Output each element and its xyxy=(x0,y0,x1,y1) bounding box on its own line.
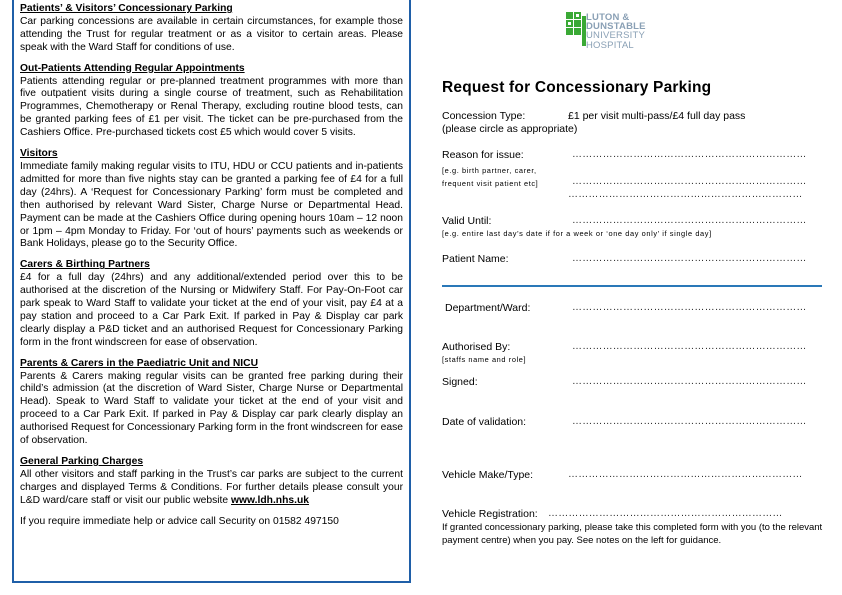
section-body: Immediate family making regular visits to ITU, HDU or CCU patients and in-patients admitted for more than five nights stay can be granted a parking fee of £4 for a full day (24hrs). A ‘Request for Concessionary Parking’ form must be completed and then authorised by relevant Ward Sister, Charge Nurse or Departmental Head. Payment can be made at the Cashiers Office during opening hours 10am – 12 noon or 1pm – 4pm Monday to Friday. For ‘out of hours’ payments such as weekends or Bank Holidays, please go to the Security Office. xyxy=(20,160,403,250)
section-paediatric xyxy=(20,358,403,448)
vehicle-registration-field[interactable]: …………………………………………………………… xyxy=(548,508,783,519)
patient-name-label: Patient Name: xyxy=(442,253,509,265)
signed-label: Signed: xyxy=(442,376,478,388)
valid-until-label: Valid Until: xyxy=(442,215,492,227)
reason-field-line2[interactable]: …………………………………………………………… xyxy=(572,176,807,187)
reason-field[interactable]: …………………………………………………………… xyxy=(572,149,807,160)
section-title: Out-Patients Attending Regular Appointments xyxy=(20,62,245,74)
section-concessionary-parking xyxy=(20,3,403,55)
logo-line: UNIVERSITY xyxy=(586,30,646,42)
hospital-name xyxy=(586,13,646,50)
information-panel xyxy=(12,0,411,583)
patient-name-field[interactable]: …………………………………………………………… xyxy=(572,253,807,264)
department-field[interactable]: …………………………………………………………… xyxy=(572,302,807,313)
reason-field-line3[interactable]: …………………………………………………………… xyxy=(568,189,803,200)
date-validation-field[interactable]: …………………………………………………………… xyxy=(572,416,807,427)
section-title: Patients’ & Visitors’ Concessionary Parking xyxy=(20,3,233,14)
section-carers xyxy=(20,259,403,349)
divider xyxy=(442,285,822,287)
section-body: Parents & Carers making regular visits can be granted free parking during their child’s admission (at the discretion of Ward Sister, Charge Nurse or Departmental Head). Speak to Ward Staff to validate your ticket at the end of your visit and proceed to a Car Park Exit. If parked in Pay & Display car park clearly display an authorised Request for Concessionary Parking form in the front windscreen for ease of observation. xyxy=(20,370,403,447)
form-title: Request for Concessionary Parking xyxy=(442,79,712,96)
section-general-charges xyxy=(20,456,403,508)
department-label: Department/Ward: xyxy=(445,302,531,314)
authorised-by-field[interactable]: …………………………………………………………… xyxy=(572,341,807,352)
section-visitors xyxy=(20,148,403,251)
logo-line: LUTON & xyxy=(586,12,630,23)
reason-hint: frequent visit patient etc] xyxy=(442,179,539,188)
valid-until-hint: [e.g. entire last day’s date if for a week or ‘one day only’ if single day] xyxy=(442,229,712,238)
section-body: Patients attending regular or pre-planned treatment programmes with more than five outpatient visits during a single course of treatment, such as Rehabilitation Programmes, Chemotherapy or Renal Therapy, excluding routine blood tests, can be granted parking fees of £1 per visit. The ticket can be pre-purchased from the Cashiers Office. Pre-purchased tickets cost £5 which would cover 5 visits. xyxy=(20,75,403,139)
section-title: Carers & Birthing Partners xyxy=(20,259,150,271)
logo-line: DUNSTABLE xyxy=(586,21,646,33)
valid-until-field[interactable]: …………………………………………………………… xyxy=(572,215,807,226)
concession-options[interactable]: £1 per visit multi-pass/£4 full day pass xyxy=(568,110,746,122)
concession-type-label: Concession Type: xyxy=(442,110,526,122)
section-title: General Parking Charges xyxy=(20,456,144,467)
section-outpatients xyxy=(20,63,403,140)
logo-line: HOSPITAL xyxy=(586,39,634,51)
section-body: £4 for a full day (24hrs) and any additional/extended period over this to be authorised at the discretion of the Nursing or Midwifery Staff. For Pay-On-Foot car park speak to Ward Staff to validate your ticket at the end of your visit, pay £4 at a pay station and proceed to a Car Park Exit. If parked in Pay & Display car park clearly display a P&D ticket and an authorised Request for Concessionary Parking form in the front windscreen for ease of observation. xyxy=(20,272,403,348)
general-body-text: All other visitors and staff parking in the Trust’s car parks are subject to the current charges and displayed Terms & Conditions. For further details please consult your L&D ward/care staff or visit our public website xyxy=(20,468,403,506)
vehicle-make-label: Vehicle Make/Type: xyxy=(442,469,534,481)
security-help-text: If you require immediate help or advice call Security on 01582 497150 xyxy=(20,515,339,527)
authorised-by-label: Authorised By: xyxy=(442,341,511,353)
signed-field[interactable]: …………………………………………………………… xyxy=(572,376,807,387)
vehicle-registration-label: Vehicle Registration: xyxy=(442,508,538,520)
concession-hint: (please circle as appropriate) xyxy=(442,123,578,135)
section-body xyxy=(20,469,403,508)
section-body: Car parking concessions are available in certain circumstances, for example those attending the Trust for regular treatment or as a visitor to certain areas. Please speak with the Ward Staff for conditions of use. xyxy=(20,15,403,53)
website-link[interactable]: www.ldh.nhs.uk xyxy=(231,494,309,506)
section-title: Parents & Carers in the Paediatric Unit and NICU xyxy=(20,357,259,369)
authorised-by-hint: [staffs name and role] xyxy=(442,355,527,364)
date-validation-label: Date of validation: xyxy=(442,416,527,428)
reason-hint: [e.g. birth partner, carer, xyxy=(442,166,537,175)
section-title: Visitors xyxy=(20,148,58,160)
vehicle-make-field[interactable]: …………………………………………………………… xyxy=(568,469,803,480)
reason-label: Reason for issue: xyxy=(442,149,524,161)
form-notes: If granted concessionary parking, please take this completed form with you (to the relevant payment centre) when you pay. See notes on the left for guidance. xyxy=(442,522,823,546)
